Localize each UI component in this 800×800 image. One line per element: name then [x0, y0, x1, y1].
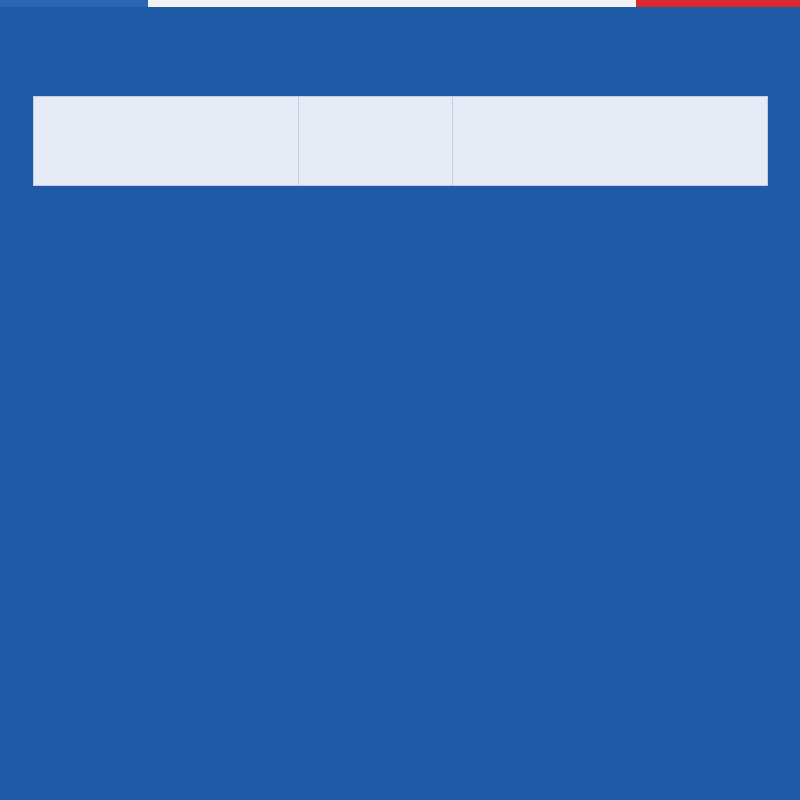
schedule-table — [33, 96, 768, 186]
flag-stripe-blue — [0, 0, 148, 7]
flag-stripe-white — [148, 0, 636, 7]
meander-border-ornament — [0, 742, 800, 800]
header-time — [299, 97, 453, 186]
header-place — [34, 97, 299, 186]
flag-stripe-red — [636, 0, 800, 7]
header-film — [453, 97, 768, 186]
